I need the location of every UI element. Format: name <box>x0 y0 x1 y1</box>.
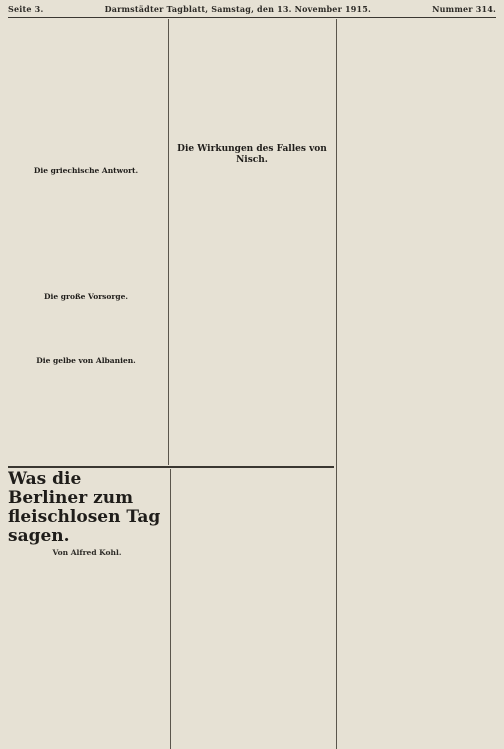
bottom-article-left <box>8 470 166 746</box>
page-number: Seite 3. <box>8 4 44 14</box>
page-header <box>8 2 496 16</box>
column-divider <box>336 19 337 749</box>
column-3-body <box>340 20 496 746</box>
column-1 <box>8 20 164 464</box>
column-divider <box>170 469 171 749</box>
article-byline: Von Alfred Kohl. <box>52 548 122 557</box>
issue-number: Nummer 314. <box>432 4 496 14</box>
section-heading: Die gelbe von Albanien. <box>36 356 136 365</box>
article-body-continued <box>174 470 332 746</box>
header-rule <box>8 17 496 18</box>
article-body <box>8 528 166 746</box>
section-heading: Die große Vorsorge. <box>44 292 128 301</box>
section-heading: Die griechische Antwort. <box>33 166 139 175</box>
column-2 <box>172 20 332 464</box>
section-heading: Die Wirkungen des Falles von Nisch. <box>177 144 327 165</box>
article-rule <box>8 466 334 468</box>
column-1-body <box>8 20 164 464</box>
masthead-title: Darmstädter Tagblatt, Samstag, den 13. November 1915. <box>104 4 372 14</box>
column-2-body <box>172 20 332 464</box>
bottom-article-right <box>174 470 332 746</box>
column-divider <box>168 19 169 465</box>
column-3 <box>340 20 496 746</box>
article-title: Was die Berliner zum fleischlosen Tag sagen. <box>8 470 161 546</box>
